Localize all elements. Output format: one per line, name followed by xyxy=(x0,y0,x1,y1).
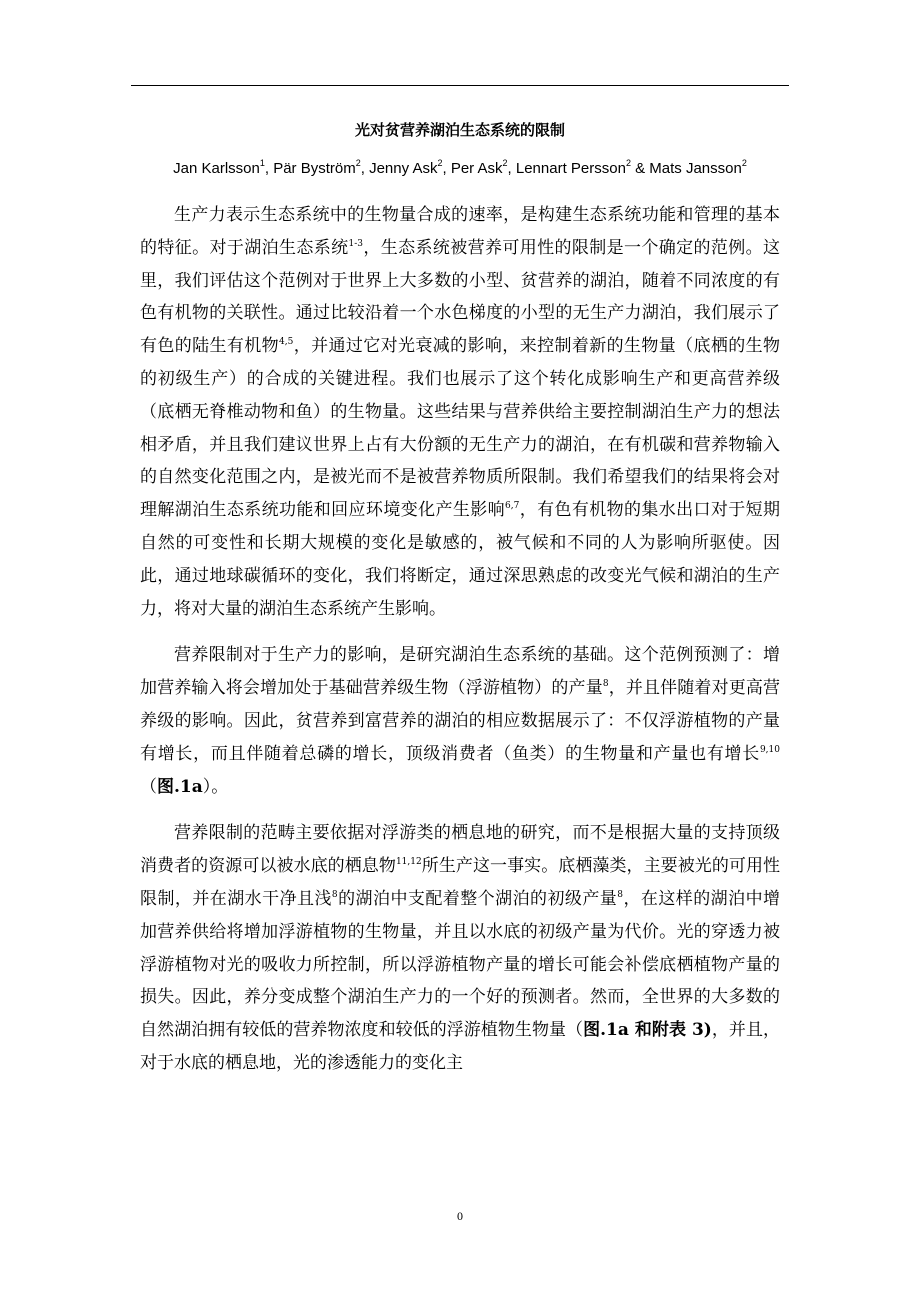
article-body xyxy=(140,199,780,1094)
author-name: Lennart Persson xyxy=(515,160,626,177)
citation-superscript: 8 xyxy=(331,889,338,900)
author-name: Mats Jansson xyxy=(649,160,742,177)
body-paragraph xyxy=(140,199,780,625)
author-separator: , xyxy=(507,160,516,177)
author-name: Pär Byström xyxy=(273,160,356,177)
citation-superscript: 9,10 xyxy=(759,744,780,755)
figure-reference: 图.1a 和附表 3) xyxy=(583,1020,712,1041)
author-affiliation: 2 xyxy=(625,158,631,168)
author-affiliation: 1 xyxy=(259,158,265,168)
paragraph-text: ，并通过它对光衰减的影响，来控制着新的生物量（底栖的生物的初级生产）的合成的关键进程。我们也展示了这个转化成影响生产和更高营养级（底栖无脊椎动物和鱼）的生物量。这些结果与营养供给主要控制湖泊生产力的想法相矛盾，并且我们建议世界上占有大份额的无生产力的湖泊，在有机碳和营养物输入的自然变化范围之内，是被光而不是被营养物质所限制。我们希望我们的结果将会对理解湖泊生态系统功能和回应环境变化产生影响 xyxy=(140,336,781,521)
paragraph-text: ，生态系统被营养可用性的限制是一个确定的范例。这里，我们评估这个范例对于世界上大多数的小型、贫营养的湖泊，随着不同浓度的有色有机物的关联性。通过比较沿着一个水色梯度的小型的无生产力湖泊，我们展示了有色的陆生有机物 xyxy=(140,237,780,357)
body-paragraph xyxy=(140,817,780,1079)
paragraph-text: ，在这样的湖泊中增加营养供给将增加浮游植物的生物量，并且以水底的初级产量为代价。光的穿透力被浮游植物对光的吸收力所控制，所以浮游植物产量的增长可能会补偿底栖植物产量的损失。因此，养分变成整个湖泊生产力的一个好的预测者。然而，全世界的大多数的自然湖泊拥有较低的营养物浓度和较低的浮游植物生物量（ xyxy=(140,888,781,1041)
paragraph-text: ）。 xyxy=(202,776,229,797)
author-name: Jan Karlsson xyxy=(173,160,260,177)
citation-superscript: 1-3 xyxy=(348,238,363,249)
author-affiliation: 2 xyxy=(502,158,508,168)
author-list xyxy=(0,160,920,177)
paper-title: 光对贫营养湖泊生态系统的限制 xyxy=(354,121,565,139)
citation-superscript: 8 xyxy=(602,679,609,690)
paragraph-text: 的湖泊中支配着整个湖泊的初级产量 xyxy=(337,888,618,909)
author-separator: , xyxy=(442,160,451,177)
author-name: Jenny Ask xyxy=(369,160,438,177)
author-separator: , xyxy=(264,160,274,177)
header-rule xyxy=(131,85,789,86)
author-affiliation: 2 xyxy=(741,158,747,168)
paragraph-text: ，有色有机物的集水出口对于短期自然的可变性和长期大规模的变化是敏感的，被气候和不同的人为影响所驱使。因此，通过地球碳循环的变化，我们将断定，通过深思熟虑的改变光气候和湖泊的生产力，将对大量的湖泊生态系统产生影响。 xyxy=(140,500,781,619)
figure-reference: 图.1a xyxy=(157,776,203,797)
paragraph-text: ，并且伴随着对更高营养级的影响。因此，贫营养到富营养的湖泊的相应数据展示了：不仅浮游植物的产量有增长，而且伴随着总磷的增长，顶级消费者（鱼类）的生物量和产量也有增长 xyxy=(140,678,781,764)
author-affiliation: 2 xyxy=(355,158,361,168)
citation-superscript: 6,7 xyxy=(504,501,520,512)
citation-superscript: 4,5 xyxy=(279,337,294,348)
author-affiliation: 2 xyxy=(437,158,443,168)
body-paragraph xyxy=(140,639,780,803)
author-separator: & xyxy=(630,160,650,177)
paragraph-text: 生产力表示生态系统中的生物量合成的速率，是构建生态系统功能和管理的基本的特征。对于湖泊生态系统 xyxy=(140,205,780,258)
citation-superscript: 11,12 xyxy=(395,857,422,868)
paragraph-text: ，并且，对于水底的栖息地，光的渗透能力的变化主 xyxy=(140,1020,780,1073)
paragraph-text: （ xyxy=(140,776,157,797)
page-number: 0 xyxy=(457,1209,463,1223)
author-separator: , xyxy=(360,160,370,177)
paragraph-text: 所生产这一事实。底栖藻类，主要被光的可用性限制，并在湖水干净且浅 xyxy=(140,856,781,909)
author-name: Per Ask xyxy=(450,160,503,177)
citation-superscript: 8 xyxy=(617,889,623,900)
paragraph-text: 营养限制对于生产力的影响，是研究湖泊生态系统的基础。这个范例预测了：增加营养输入将会增加处于基础营养级生物（浮游植物）的产量 xyxy=(140,645,780,699)
paragraph-text: 营养限制的范畴主要依据对浮游类的栖息地的研究，而不是根据大量的支持顶级消费者的资源可以被水底的栖息物 xyxy=(140,823,780,877)
